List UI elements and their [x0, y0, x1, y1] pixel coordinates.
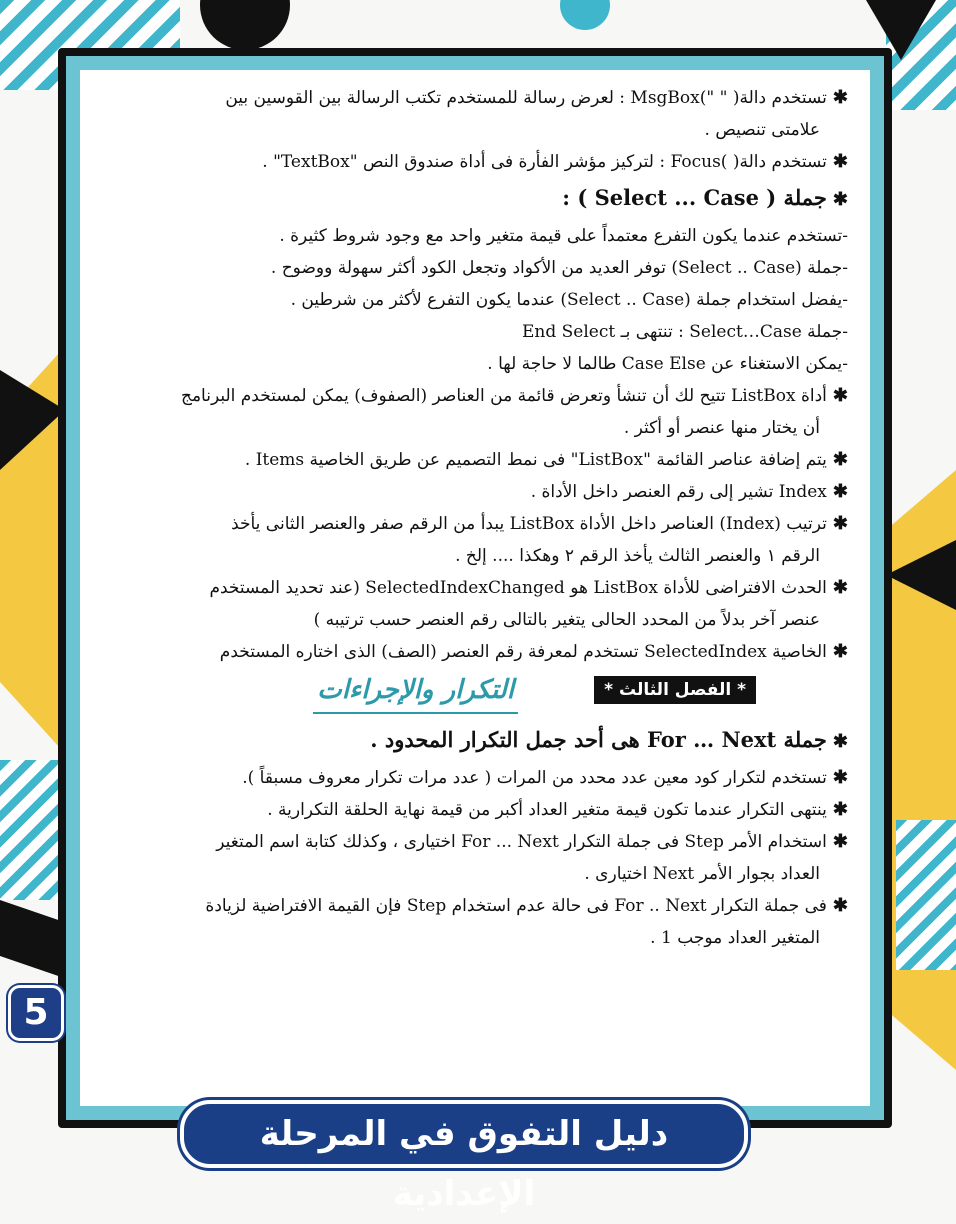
select-case-point-5: -يمكن الاستغناء عن Case Else طالما لا حاجة لها .: [487, 354, 848, 374]
black-star-icon: ✱: [832, 641, 848, 662]
selectedindex-text: الخاصية SelectedIndex تستخدم لمعرفة رقم العنصر (الصف) الذى اختاره المستخدم: [219, 642, 827, 662]
repeat-line: [100, 762, 848, 794]
end-loop-text: ينتهى التكرار عندما تكون قيمة متغير العداد أكبر من قيمة نهاية الحلقة التكرارية .: [267, 800, 827, 820]
for-next-text: جملة For … Next هى أحد جمل التكرار المحدود .: [370, 727, 827, 752]
chapter-title: التكرار والإجراءات: [313, 668, 518, 714]
select-case-heading-text: جملة ( Select ... Case ) :: [562, 185, 827, 210]
select-case-point-2: -جملة (Select .. Case) توفر العديد من الأكواد وتجعل الكود أكثر سهولة ووضوح .: [270, 258, 848, 278]
black-star-icon: ✱: [832, 799, 848, 820]
chapter-header: [100, 668, 848, 720]
black-star-icon: ✱: [832, 731, 848, 752]
default-step-line-cont: المتغير العداد موجب 1 .: [650, 928, 820, 948]
listbox-line: [100, 380, 848, 412]
order-line: [100, 508, 848, 540]
decor-teal-circle: [560, 0, 610, 30]
black-star-icon: ✱: [832, 481, 848, 502]
decor-teal-stripes-right: [896, 820, 956, 970]
index-text: Index تشير إلى رقم العنصر داخل الأداة .: [530, 482, 827, 502]
msgbox-text: تستخدم دالة( " ")MsgBox : لعرض رسالة للمستخدم تكتب الرسالة بين القوسين بين: [225, 88, 827, 108]
msgbox-line-cont: علامتى تنصيص .: [704, 120, 820, 140]
select-case-point-1: -تستخدم عندما يكون التفرع معتمداً على قيمة متغير واحد مع وجود شروط كثيرة .: [279, 226, 848, 246]
black-star-icon: ✱: [832, 513, 848, 534]
chapter-badge: * الفصل الثالث *: [594, 676, 756, 704]
for-next-line: [100, 720, 848, 762]
select-case-point-3: -يفضل استخدام جملة (Select .. Case) عندما يكون التفرع لأكثر من شرطين .: [290, 290, 848, 310]
select-case-heading: [100, 178, 848, 220]
black-star-icon: ✱: [832, 87, 848, 108]
default-step-text: فى جملة التكرار For .. Next فى حالة عدم استخدام Step فإن القيمة الافتراضية لزيادة: [205, 896, 827, 916]
document-page: [80, 70, 870, 1106]
black-star-icon: ✱: [832, 767, 848, 788]
black-star-icon: ✱: [832, 189, 848, 210]
black-star-icon: ✱: [832, 831, 848, 852]
event-line: [100, 572, 848, 604]
select-case-point-4: -جملة Select…Case : تنتهى بـ End Select: [522, 322, 848, 342]
black-star-icon: ✱: [832, 895, 848, 916]
black-star-icon: ✱: [832, 449, 848, 470]
default-step-line: [100, 890, 848, 922]
repeat-text: تستخدم لتكرار كود معين عدد محدد من المرات ( عدد مرات تكرار معروف مسبقاً ).: [242, 768, 827, 788]
step-text: استخدام الأمر Step فى جملة التكرار For ... Next اختيارى ، وكذلك كتابة اسم المتغير: [216, 832, 827, 852]
order-text: ترتيب (Index) العناصر داخل الأداة ListBox يبدأ من الرقم صفر والعنصر الثانى يأخذ: [231, 514, 827, 534]
selectedindex-line: [100, 636, 848, 668]
end-loop-line: [100, 794, 848, 826]
items-line: [100, 444, 848, 476]
step-line: [100, 826, 848, 858]
event-line-cont: عنصر آخر بدلاً من المحدد الحالى يتغير بالتالى رقم العنصر حسب ترتيبه ): [313, 610, 820, 630]
focus-text: تستخدم دالة( )Focus : لتركيز مؤشر الفأرة فى أداة صندوق النص "TextBox" .: [262, 152, 827, 172]
footer-banner: دليل التفوق في المرحلة الإعدادية: [180, 1100, 748, 1168]
step-line-cont: العداد بجوار الأمر Next اختيارى .: [584, 864, 820, 884]
event-text: الحدث الافتراضى للأداة ListBox هو SelectedIndexChanged (عند تحديد المستخدم: [209, 578, 827, 598]
msgbox-line: [100, 82, 848, 114]
listbox-text: أداة ListBox تتيح لك أن تنشأ وتعرض قائمة من العناصر (الصفوف) يمكن لمستخدم البرنامج: [180, 386, 827, 406]
black-star-icon: ✱: [832, 385, 848, 406]
index-line: [100, 476, 848, 508]
focus-line: [100, 146, 848, 178]
content: [100, 82, 848, 954]
black-star-icon: ✱: [832, 151, 848, 172]
black-star-icon: ✱: [832, 577, 848, 598]
listbox-line-cont: أن يختار منها عنصر أو أكثر .: [623, 418, 820, 438]
page-number: 5: [8, 985, 64, 1041]
items-text: يتم إضافة عناصر القائمة "ListBox" فى نمط التصميم عن طريق الخاصية Items .: [244, 450, 827, 470]
order-line-cont: الرقم ١ والعنصر الثالث يأخذ الرقم ٢ وهكذا .... إلخ .: [455, 546, 820, 566]
decor-black-circle: [200, 0, 290, 50]
